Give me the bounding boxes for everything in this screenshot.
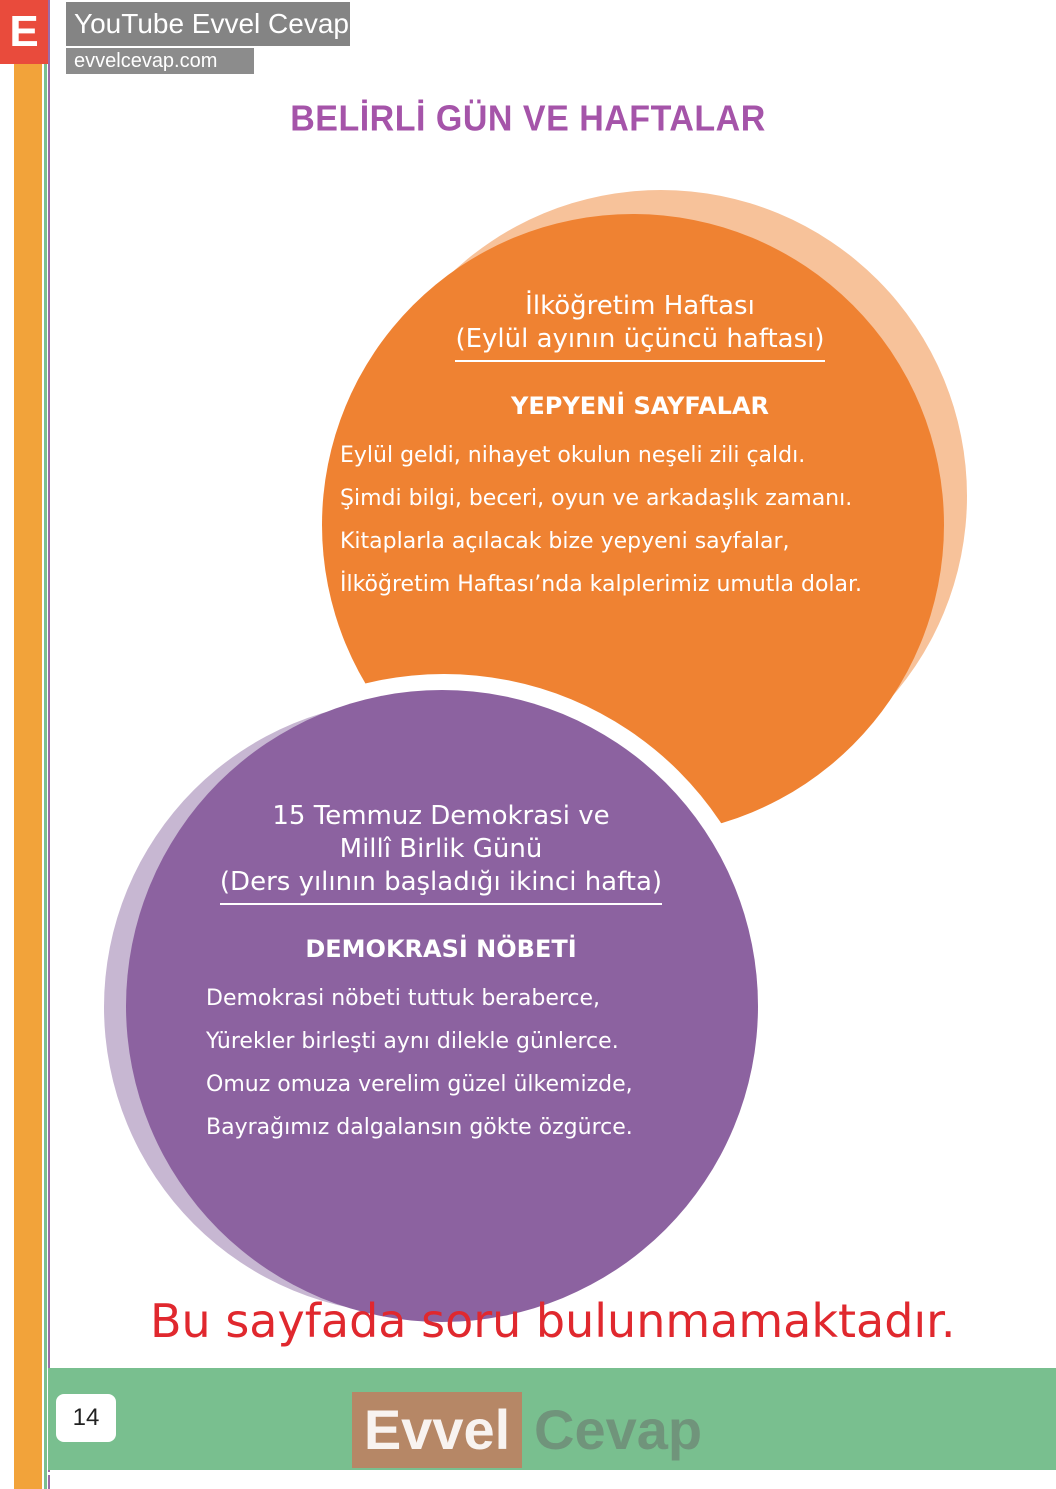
poem-line: Eylül geldi, nihayet okulun neşeli zili çaldı. xyxy=(340,443,806,468)
page-number: 14 xyxy=(56,1394,116,1442)
watermark-footer-cevap: Cevap xyxy=(534,1398,703,1461)
left-purple-stripe xyxy=(48,0,50,1489)
left-orange-stripe xyxy=(14,0,42,1489)
poem-line: Şimdi bilgi, beceri, oyun ve arkadaşlık zamanı. xyxy=(340,486,853,511)
heading-line: (Ders yılının başladığı ikinci hafta) xyxy=(219,867,663,897)
watermark-url-label: evvelcevap.com xyxy=(66,48,254,74)
no-question-note: Bu sayfada soru bulunmamaktadır. xyxy=(150,1294,956,1348)
poem-line: Kitaplarla açılacak bize yepyeni sayfalar, xyxy=(340,529,790,554)
section-heading-underlined xyxy=(455,290,824,362)
footer-rule xyxy=(48,1472,1056,1475)
section-heading-underlined xyxy=(220,800,662,905)
heading-line: (Eylül ayının üçüncü haftası) xyxy=(455,324,825,354)
poem-line: Demokrasi nöbeti tuttuk beraberce, xyxy=(206,986,601,1011)
poem-line: İlköğretim Haftası’nda kalplerimiz umutla dolar. xyxy=(340,572,863,597)
section-heading xyxy=(206,800,676,905)
poem-title: DEMOKRASİ NÖBETİ xyxy=(305,935,577,963)
heading-line: İlköğretim Haftası xyxy=(525,291,755,321)
left-green-stripe xyxy=(44,0,47,1489)
ilkogretim-haftasi-section xyxy=(340,290,940,606)
poem-line: Omuz omuza verelim güzel ülkemizde, xyxy=(206,1072,633,1097)
poem-line: Yürekler birleşti aynı dilekle günlerce. xyxy=(206,1029,619,1054)
demokrasi-gunu-section xyxy=(206,800,676,1149)
heading-line: 15 Temmuz Demokrasi ve xyxy=(272,801,610,831)
heading-line: Millî Birlik Günü xyxy=(339,834,543,864)
poem-line: Bayrağımız dalgalansın gökte özgürce. xyxy=(206,1115,633,1140)
watermark-logo-badge: E xyxy=(0,0,48,64)
watermark-channel-label: YouTube Evvel Cevap xyxy=(66,2,350,46)
page-title: BELİRLİ GÜN VE HAFTALAR xyxy=(290,99,766,139)
watermark-footer-evvel: Evvel xyxy=(352,1392,522,1468)
section-heading xyxy=(340,290,940,362)
poem-title: YEPYENİ SAYFALAR xyxy=(510,392,769,420)
